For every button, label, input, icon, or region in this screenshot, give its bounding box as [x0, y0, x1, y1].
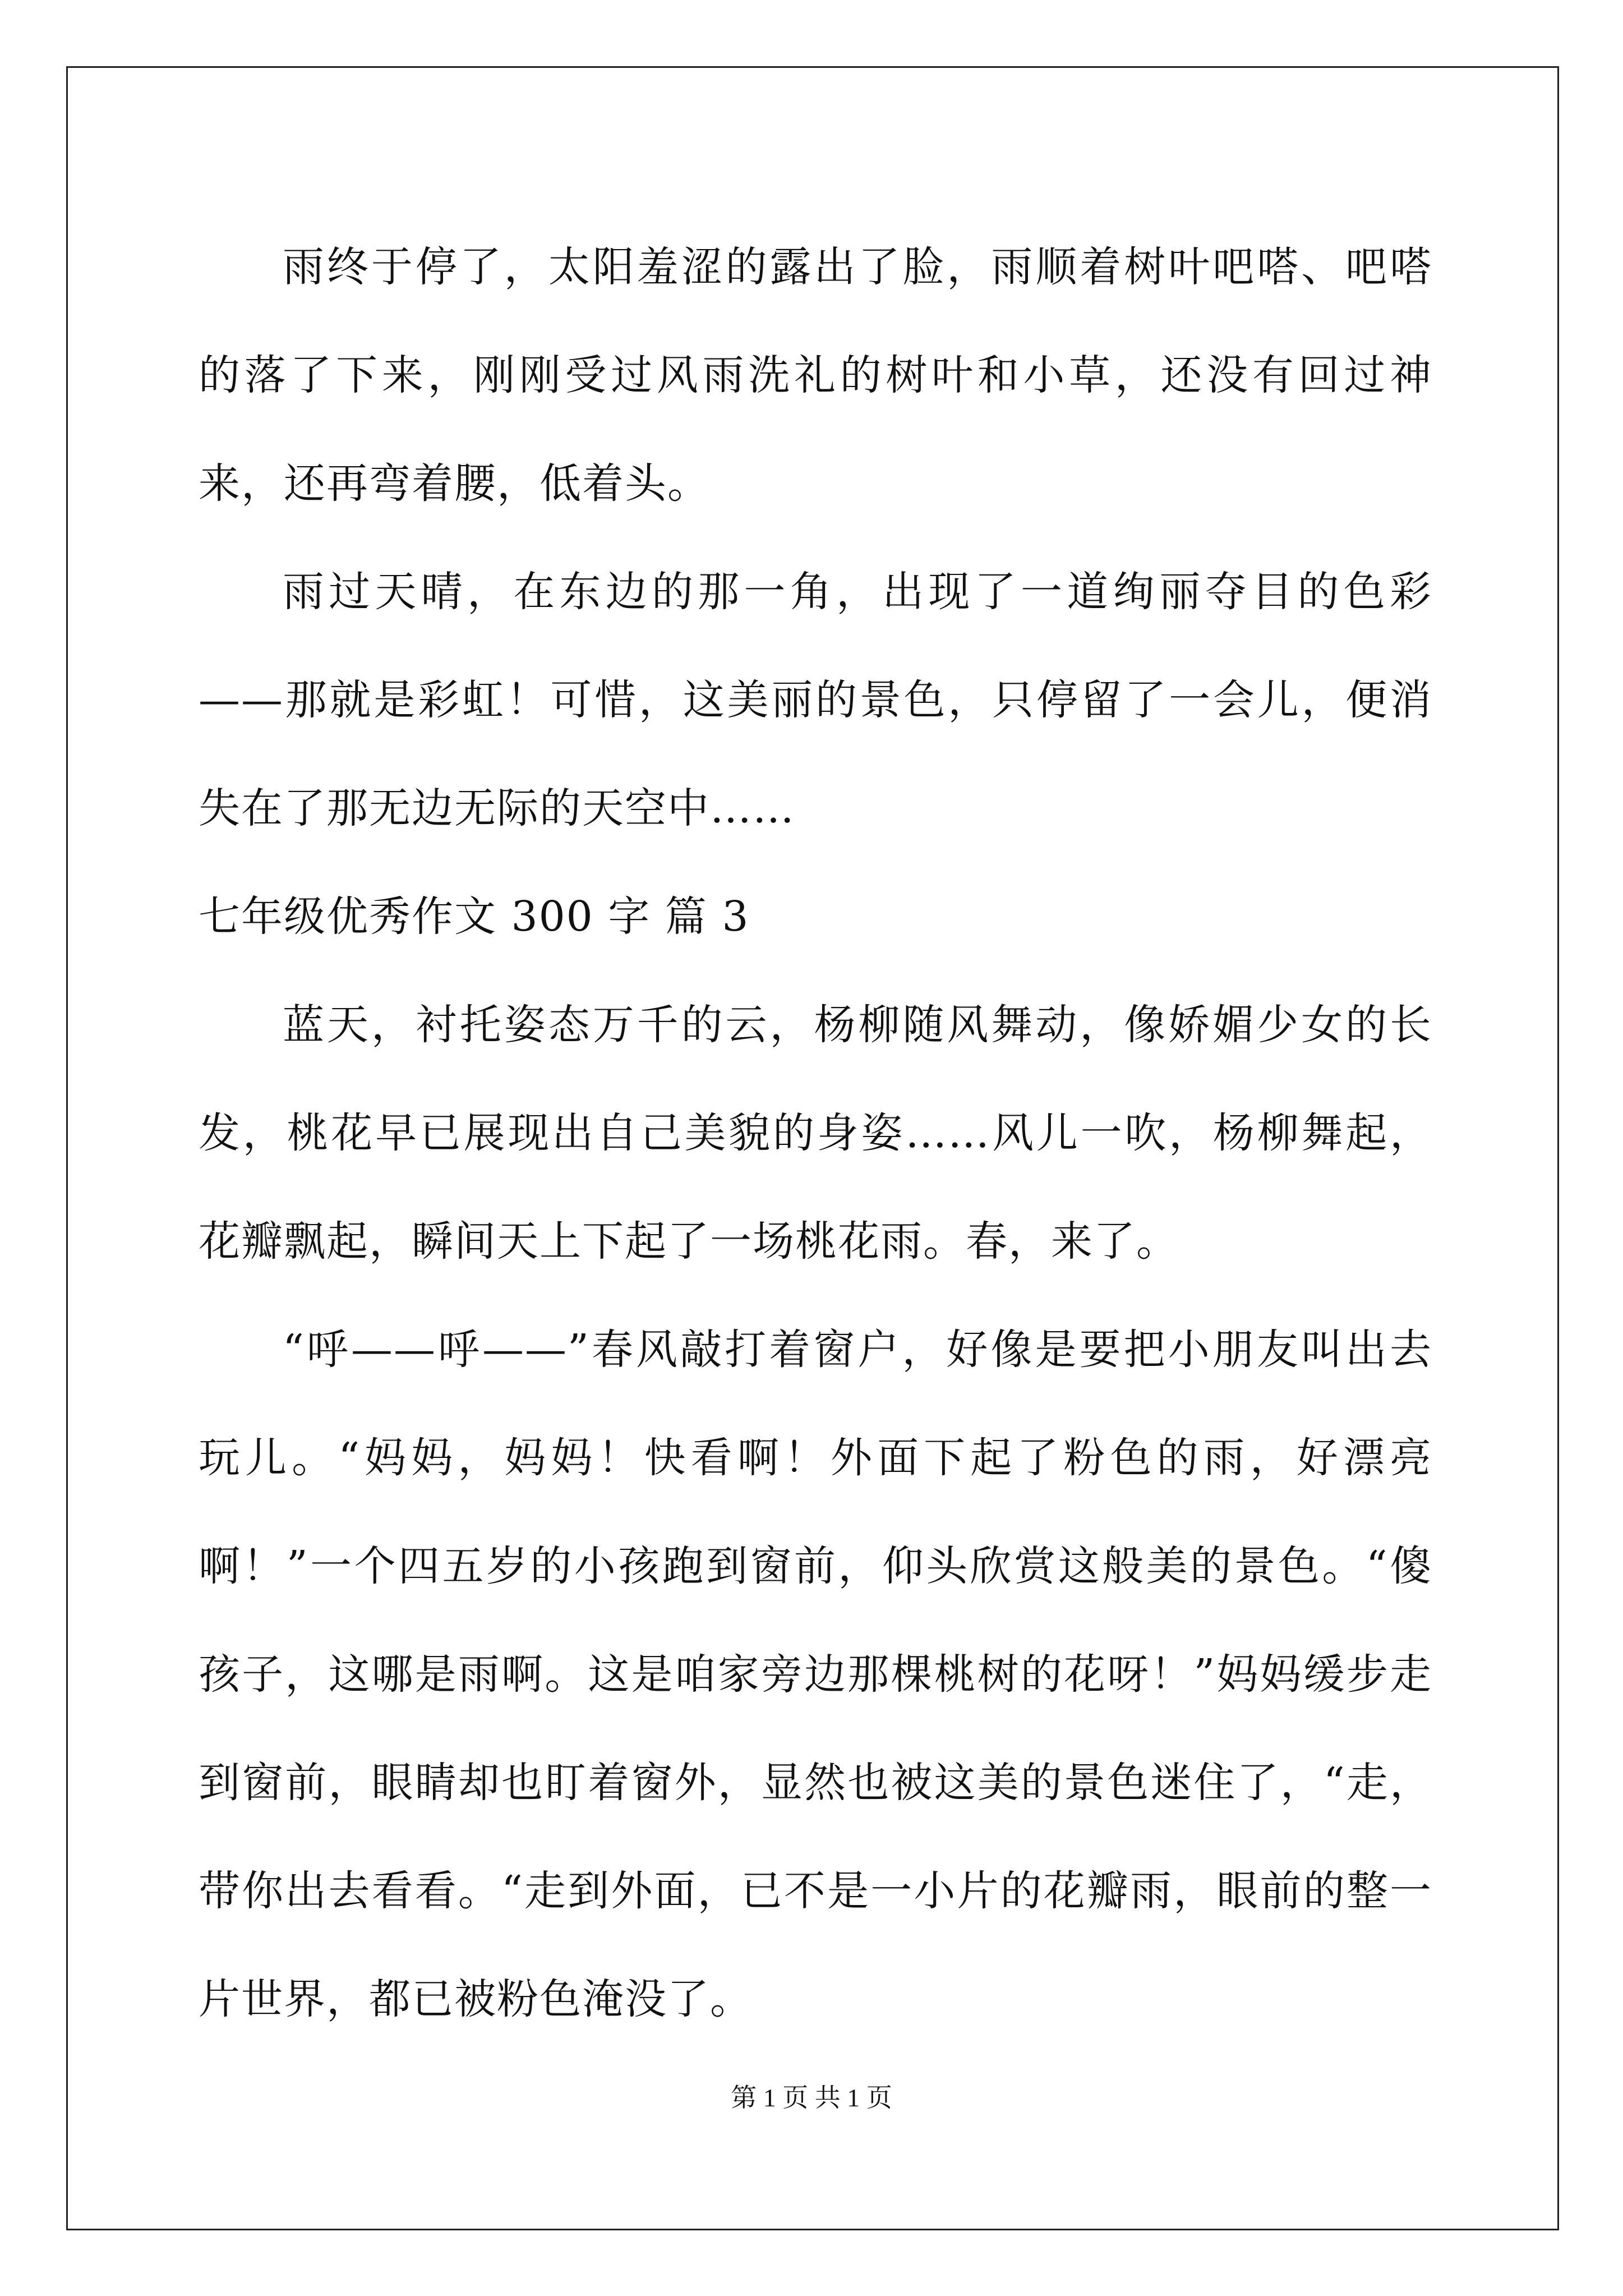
- paragraph-rainbow: 雨过天晴，在东边的那一角，出现了一道绚丽夺目的色彩——那就是彩虹！可惜，这美丽的景色，只停留了一会儿，便消失在了那无边无际的天空中……: [199, 568, 1432, 832]
- document-body: [199, 213, 1432, 2054]
- paragraph-peach-blossom: 蓝天，衬托姿态万千的云，杨柳随风舞动，像娇媚少女的长发，桃花早已展现出自己美貌的身姿……风儿一吹，杨柳舞起，花瓣飘起，瞬间天上下起了一场桃花雨。春，来了。: [199, 1001, 1432, 1266]
- page-footer: 第 1 页 共 1 页: [731, 2083, 892, 2112]
- paragraph-rain-stopped: 雨终于停了，太阳羞涩的露出了脸，雨顺着树叶吧嗒、吧嗒的落了下来，刚刚受过风雨洗礼的树叶和小草，还没有回过神来，还再弯着腰，低着头。: [199, 243, 1432, 508]
- paragraph-spring-wind: “呼——呼——”春风敲打着窗户，好像是要把小朋友叫出去玩儿。“妈妈，妈妈！快看啊！外面下起了粉色的雨，好漂亮啊！”一个四五岁的小孩跑到窗前，仰头欣赏这般美的景色。“傻孩子，这哪是雨啊。这是咱家旁边那棵桃树的花呀！”妈妈缓步走到窗前，眼睛却也盯着窗外，显然也被这美的景色迷住了，“走，带你出去看看。“走到外面，已不是一小片的花瓣雨，眼前的整一片世界，都已被粉色淹没了。: [199, 1326, 1432, 2023]
- section-heading: 七年级优秀作文 300 字 篇 3: [199, 892, 750, 941]
